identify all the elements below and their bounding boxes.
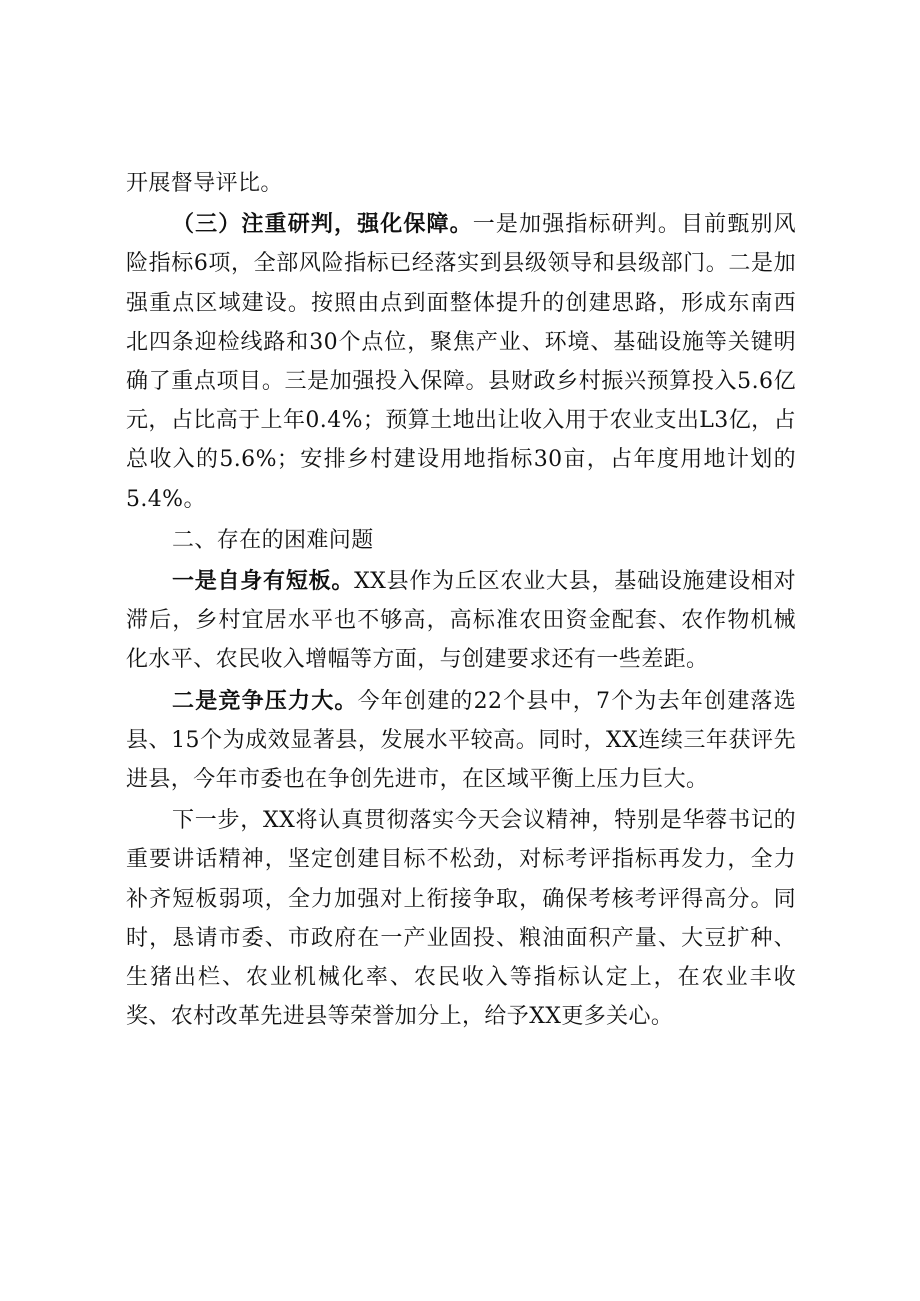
section-heading-problems: 二、存在的困难问题 bbox=[172, 527, 374, 553]
problem-two-heading: 二是竞争压力大。 bbox=[172, 687, 358, 714]
problem-two-body: 今年创建的22个县中，7个为去年创建落选县、15个为成效显著县，发展水平较高。同时，XX连续三年获评先进县，今年市委也在争创先进市，在区域平衡上压力巨大。 bbox=[126, 688, 796, 793]
paragraph-problem-one bbox=[126, 562, 796, 680]
section-three-body: 一是加强指标研判。目前甄别风险指标6项，全部风险指标已经落实到县级领导和县级部门。二是加强重点区域建设。按照由点到面整体提升的创建思路，形成东南西北四条迎检线路和30个点位，聚焦产业、环境、基础设施等关键明确了重点项目。三是加强投入保障。县财政乡村振兴预算投入5.6亿元，占比高于上年0.4%；预算土地出让收入用于农业支出L3亿，占总收入的5.6%；安排乡村建设用地指标30亩，占年度用地计划的5.4%。 bbox=[126, 212, 796, 512]
section-three-heading: （三）注重研判，强化保障。 bbox=[172, 211, 473, 238]
paragraph-section-three bbox=[126, 205, 796, 519]
paragraph-continuation: 开展督导评比。 bbox=[126, 171, 283, 196]
paragraph-problem-two bbox=[126, 682, 796, 800]
paragraph-next-steps: 下一步，XX将认真贯彻落实今天会议精神，特别是华蓉书记的重要讲话精神，坚定创建目标不松劲，对标考评指标再发力，全力补齐短板弱项，全力加强对上衔接争取，确保考核考评得高分。同时，恳请市委、市政府在一产业固投、粮油面积产量、大豆扩种、生猪出栏、农业机械化率、农民收入等指标认定上，在农业丰收奖、农村改革先进县等荣誉加分上，给予XX更多关心。 bbox=[126, 808, 796, 1030]
document-page bbox=[126, 164, 796, 1036]
problem-one-body: XX县作为丘区农业大县，基础设施建设相对滞后，乡村宜居水平也不够高，高标准农田资金配套、农作物机械化水平、农民收入增幅等方面，与创建要求还有一些差距。 bbox=[126, 569, 797, 673]
problem-one-heading: 一是自身有短板。 bbox=[172, 568, 355, 595]
